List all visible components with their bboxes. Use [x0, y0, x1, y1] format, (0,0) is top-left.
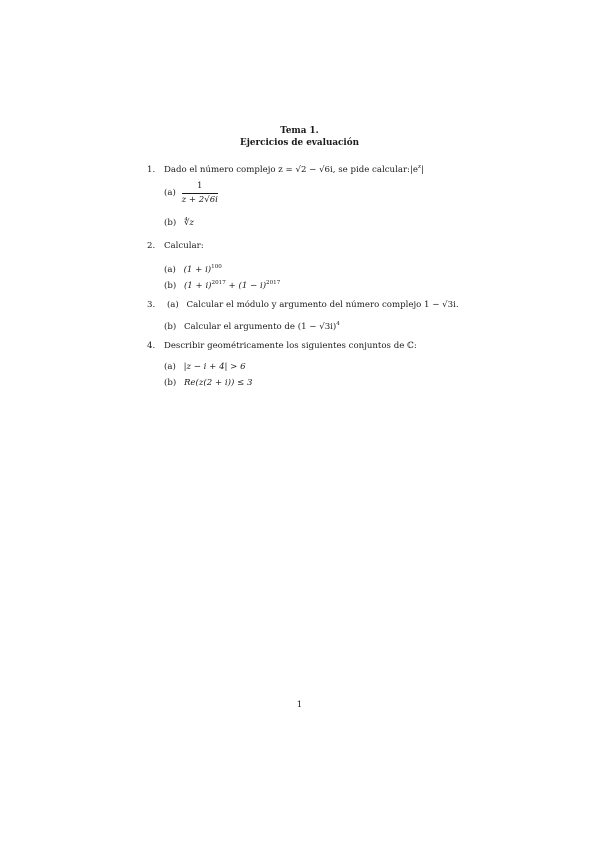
question-text: Describir geométricamente los siguientes conjuntos de ℂ: [163, 341, 417, 351]
question-3 [147, 300, 459, 311]
question-text-end: | [420, 165, 424, 175]
question-text: Calcular el módulo y argumento del número complejo 1 − √3i. [186, 300, 459, 310]
document-title: Ejercicios de evaluación [239, 138, 360, 148]
question-number: 4. [147, 341, 156, 351]
math-expression: Re(z(2 + i)) ≤ 3 [183, 378, 253, 388]
exponent: z [417, 164, 421, 170]
fraction-numerator: 1 [182, 181, 218, 194]
subitem-label: (b) [164, 378, 177, 388]
question-text: Calcular el argumento de (1 − √3i) [183, 322, 337, 332]
math-base: (1 + i) [183, 265, 212, 275]
question-1b [164, 218, 194, 229]
exponent: 2017 [266, 280, 281, 286]
subitem-label: (a) [164, 362, 176, 372]
document-header [0, 125, 599, 149]
math-base: + (1 − i) [225, 281, 267, 291]
document-topic: Tema 1. [280, 126, 319, 136]
exponent: 4 [336, 321, 340, 327]
question-text: Calcular: [163, 241, 204, 251]
fraction-denominator: z + 2√6i [181, 195, 218, 205]
question-2 [147, 241, 204, 252]
question-number: 3. [147, 300, 156, 310]
question-4b [164, 378, 252, 389]
subitem-label: (a) [166, 300, 179, 310]
fraction [182, 181, 218, 206]
question-1 [147, 162, 424, 176]
subitem-label: (b) [164, 322, 177, 332]
math-base: (1 + i) [183, 281, 212, 291]
subitem-label: (a) [164, 188, 176, 198]
subitem-label: (b) [164, 218, 177, 228]
question-number: 2. [147, 241, 156, 251]
question-number: 1. [147, 165, 156, 175]
exponent: 100 [211, 264, 222, 270]
question-2a [164, 262, 222, 276]
question-3b [164, 319, 340, 333]
question-2b [164, 278, 280, 292]
exponent: 2017 [211, 280, 226, 286]
question-text: Dado el número complejo z = √2 − √6i, se pide calcular:|e [163, 165, 418, 175]
page-number: 1 [296, 700, 303, 710]
question-1a [164, 181, 218, 206]
question-4a [164, 362, 246, 373]
question-4 [147, 341, 417, 352]
math-expression: |z − i + 4| > 6 [183, 362, 246, 372]
math-expression: ∜z [183, 218, 194, 228]
subitem-label: (b) [164, 281, 177, 291]
subitem-label: (a) [164, 265, 176, 275]
